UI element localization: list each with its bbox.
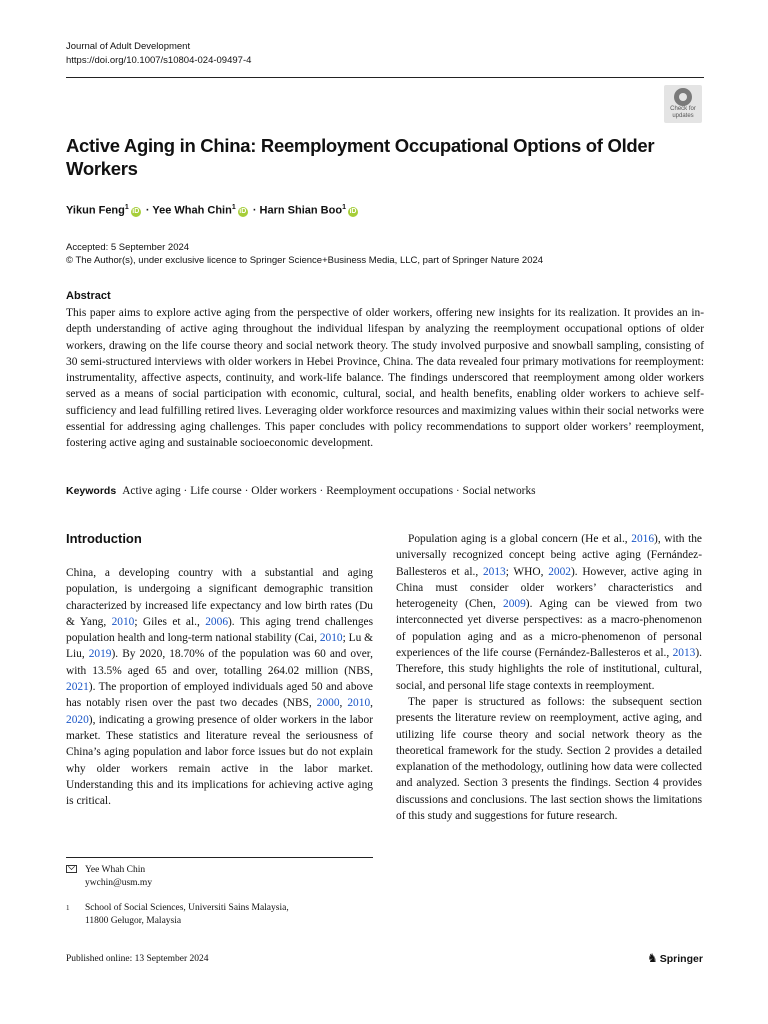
- body-text: ). However, active aging in China must consider older workers’ characteristics and heterogeneity (Chen,: [396, 565, 703, 611]
- author-list: [66, 204, 360, 217]
- author-name[interactable]: Harn Shian Boo: [259, 204, 343, 217]
- body-text: Population aging is a global concern (He et al.,: [408, 533, 632, 545]
- header-rule: [66, 77, 704, 78]
- introduction-heading: Introduction: [66, 531, 142, 546]
- orcid-icon[interactable]: iD: [239, 207, 247, 215]
- correspondence-footnote: [66, 864, 373, 890]
- citation-link[interactable]: 2020: [66, 713, 89, 726]
- article-title: Active Aging in China: Reemployment Occupational Options of Older Workers: [66, 135, 655, 179]
- body-text: ). By 2020, 18.70% of the population was 60 and over, with 13.5% aged 65 and over, totalling 264.02 million (NBS,: [66, 648, 373, 677]
- citation-link[interactable]: 2000: [316, 697, 340, 710]
- body-text: China, a developing country with a substantial and aging population, is undergoing a significant demographic transition characterized by increased life expectancy and low birth rates (Du & Yang,: [66, 567, 373, 628]
- author-separator: ·: [145, 204, 150, 217]
- citation-link[interactable]: 2010: [111, 615, 135, 628]
- keywords-heading: Keywords: [66, 485, 117, 497]
- intro-left-column: [66, 565, 373, 809]
- author-affil-sup: 1: [231, 204, 236, 211]
- badge-line2: updates: [672, 113, 694, 119]
- orcid-icon[interactable]: iD: [349, 207, 357, 215]
- citation-link[interactable]: 2010: [347, 697, 371, 710]
- springer-horse-icon: ♞: [647, 951, 658, 965]
- author-name[interactable]: Yee Whah Chin: [152, 204, 232, 217]
- citation-link[interactable]: 2016: [631, 533, 655, 545]
- body-text: ; WHO,: [505, 565, 549, 578]
- body-text: ). This aging trend challenges population health and long-term national stability (Cai,: [66, 615, 373, 645]
- body-text: ; Giles et al.,: [134, 615, 206, 628]
- body-text: ), with the universally recognized concept being active aging (Fernández-Ballesteros et al.,: [396, 533, 702, 578]
- citation-link[interactable]: 2021: [66, 681, 89, 694]
- check-for-updates-badge[interactable]: [664, 85, 702, 123]
- doi-link[interactable]: https://doi.org/10.1007/s10804-024-09497-4: [66, 55, 252, 66]
- published-online: Published online: 13 September 2024: [66, 954, 209, 964]
- intro-right-column: [396, 531, 702, 824]
- badge-line1: Check for: [670, 106, 696, 112]
- author-separator: ·: [252, 204, 257, 217]
- correspondence-email[interactable]: ywchin@usm.my: [85, 878, 153, 888]
- citation-link[interactable]: 2010: [319, 632, 343, 645]
- affiliation-mark: 1: [66, 904, 70, 912]
- author-name[interactable]: Yikun Feng: [66, 204, 125, 217]
- intro-paragraph-3: The paper is structured as follows: the subsequent section presents the literature review on reemployment, active aging, and utilizing life course theory and social network theory as the theoretical framework for the study. Section 2 provides a detailed explanation of the methodology, outlining how data were collected and analyzed. Section 3 presents the findings. Section 4 provides discussions and conclusions. The last section shows the limitations of this study and suggestions for future research.: [396, 695, 702, 823]
- intro-paragraph-2: [396, 531, 702, 694]
- citation-link[interactable]: 2013: [482, 565, 506, 578]
- body-text: ; Lu & Liu,: [66, 632, 373, 661]
- abstract-text: This paper aims to explore active aging from the perspective of older workers, offering new insights for its realization. It provides an in-depth understanding of active aging throughout the individual lifespan by analyzing the reemployment occupational options of older workers, drawing on the life course theory and social network theory. The study involved purposive and snowball sampling, consisting of 30 semi-structured interviews with older workers in Hebei Province, China. The data revealed four primary motivations for reemployment: instrumentality, affective aspects, continuity, and work-life balance. The findings underscored that reemployment among older workers served as a means of social participation with economic, cultural, social, and health benefits, enabling older workers to achieve self-sufficiency and lead fulfilling retired lives. Leveraging older workforce resources and maximizing values within their social networks were essential for addressing aging challenges. This paper concludes with policy recommendations to support older workers’ reemployment, fostering active aging and sustainable socioeconomic development.: [66, 307, 704, 450]
- copyright-line: © The Author(s), under exclusive licence to Springer Science+Business Media, LLC, part of Springer Nature 2024: [66, 255, 544, 266]
- author-affil-sup: 1: [124, 204, 129, 211]
- intro-paragraph-1: [66, 565, 373, 809]
- body-text: ). Aging can be viewed from two interconnected yet diverse perspectives: as a macro-phenomenon of population aging and as a micro-phenomenon of personal experiences of the life course (Fernández-Ballesteros et al.,: [396, 598, 702, 660]
- correspondence-name: Yee Whah Chin: [85, 865, 146, 875]
- citation-link[interactable]: 2019: [88, 648, 112, 661]
- affiliation-line-2: 11800 Gelugor, Malaysia: [85, 916, 182, 926]
- body-text: ,: [339, 697, 348, 710]
- journal-header: [66, 40, 251, 68]
- abstract-heading: Abstract: [66, 290, 111, 302]
- citation-link[interactable]: 2009: [503, 598, 526, 611]
- crossmark-icon: [674, 88, 692, 106]
- citation-link[interactable]: 2002: [548, 565, 571, 578]
- citation-link[interactable]: 2013: [672, 647, 696, 660]
- keywords-line: [66, 485, 536, 497]
- affiliation-line-1: School of Social Sciences, Universiti Sains Malaysia,: [85, 903, 289, 913]
- author-affil-sup: 1: [342, 204, 346, 211]
- body-text: ). Therefore, this study highlights the role of institutional, cultural, social, and personal life stage contexts in reemployment.: [396, 647, 702, 692]
- publisher-logo[interactable]: [647, 951, 703, 965]
- citation-link[interactable]: 2006: [205, 615, 229, 628]
- envelope-icon: [66, 864, 80, 877]
- footnote-rule: [66, 857, 373, 858]
- publisher-name: Springer: [659, 953, 703, 965]
- orcid-icon[interactable]: iD: [132, 207, 140, 215]
- accepted-date: Accepted: 5 September 2024: [66, 242, 190, 253]
- article-dates: [66, 241, 543, 267]
- affiliation-footnote: [66, 902, 373, 928]
- body-text: ), indicating a growing presence of older workers in the labor market. These statistics and literature reveal the seriousness of China’s aging population and labor force issues but do not explain why older workers remain active in the labor market. Understanding this and its implications for achieving active aging is critical.: [66, 713, 373, 808]
- body-text: ). The proportion of employed individuals aged 50 and above has notably risen over the past two decades (NBS,: [66, 681, 373, 710]
- keywords-text: Active aging · Life course · Older workers · Reemployment occupations · Social networks: [122, 485, 536, 497]
- body-text: ,: [370, 697, 373, 710]
- journal-name: Journal of Adult Development: [66, 41, 191, 52]
